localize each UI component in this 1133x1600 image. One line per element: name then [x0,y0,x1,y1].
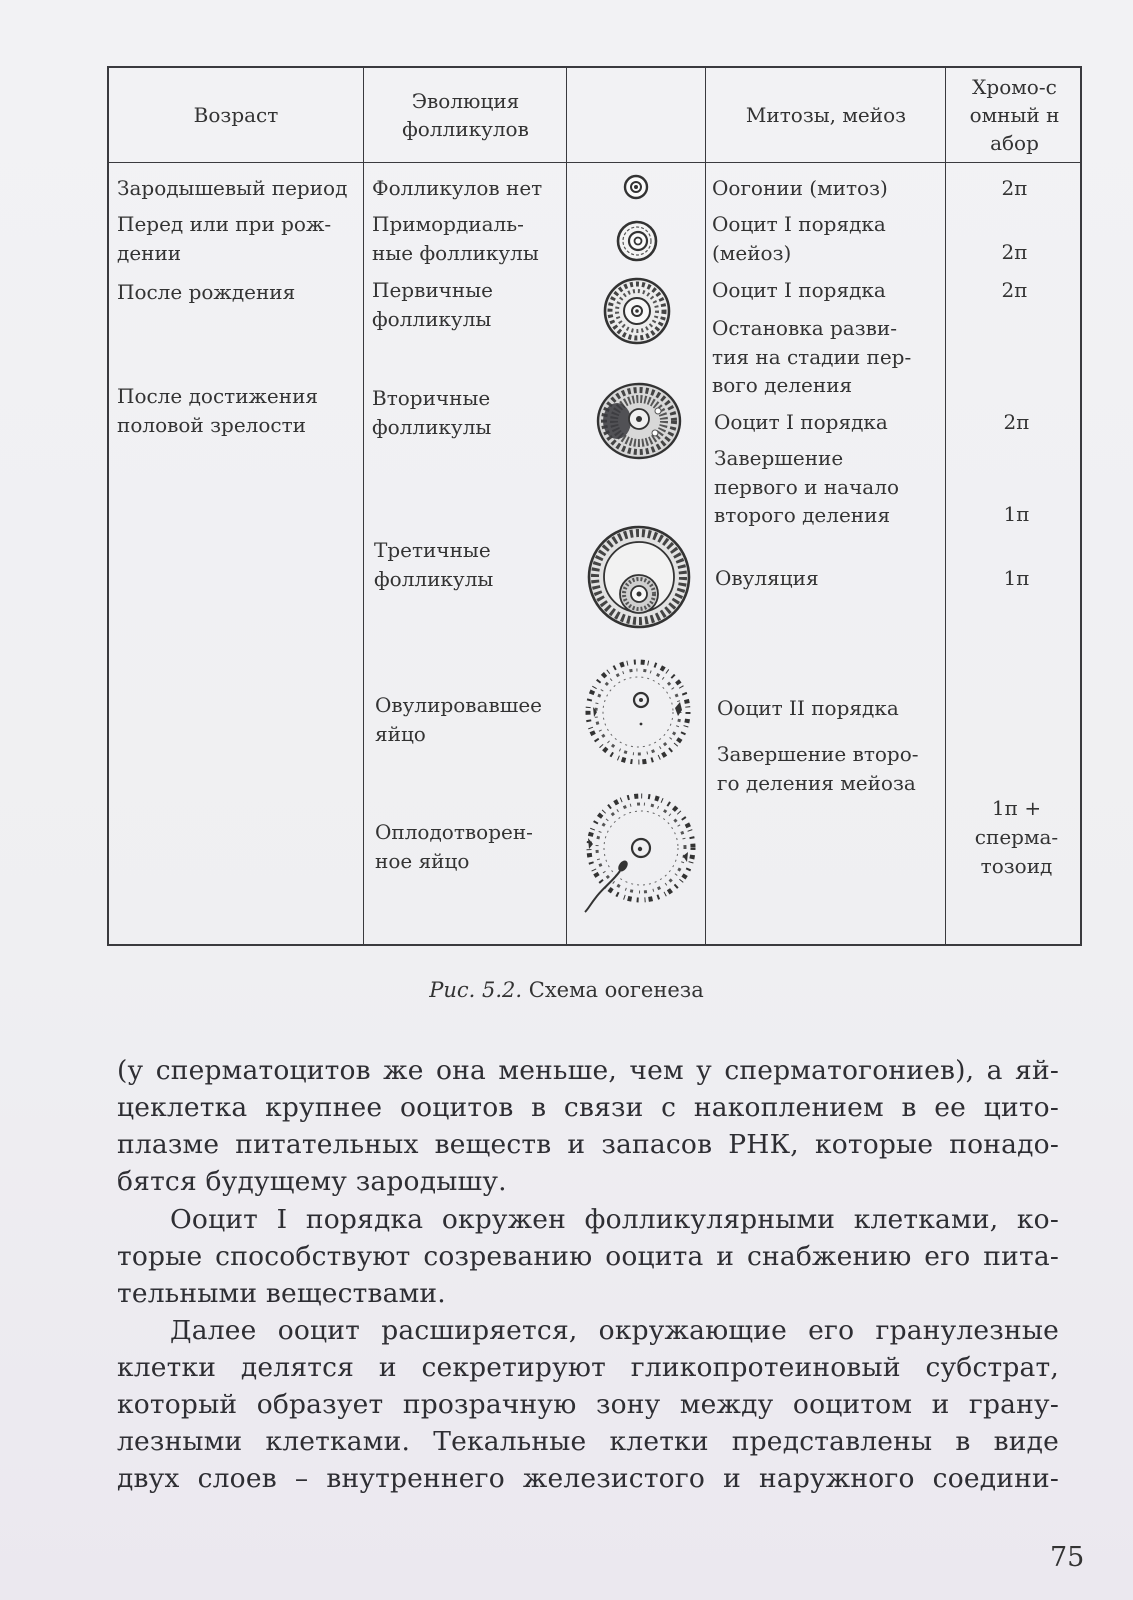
division-first-completion: Завершение первого и начало второго деления [714,446,899,527]
header-follicle-evolution-text: Эволюция фолликулов [402,89,529,141]
division-oocyte1-meiosis: Ооцит I порядка (мейоз) [712,212,886,265]
paragraph-1 [117,1052,1059,1200]
text-line: двух слоев – внутреннего железистого и наружного соедини- [117,1463,1059,1494]
fertilized-egg-icon [575,786,701,918]
tertiary-follicle-icon [585,524,693,630]
text-line: плазме питательных веществ и запасов РНК, которые понадо- [117,1129,1059,1160]
division-oocyte2: Ооцит II порядка [717,696,899,720]
chromosome-primary: 2п [1001,278,1028,302]
age-puberty: После достижения половой зрелости [117,384,319,437]
primordial-follicle-icon [615,219,659,263]
follicle-secondary: Вторичные фолликулы [372,386,492,439]
paragraph-3 [117,1312,1059,1497]
age-embryonic: Зародышевый период [117,176,348,200]
text-line: тельными веществами. [117,1278,446,1309]
age-birth: Перед или при рож- дении [117,212,332,265]
division-second-completion: Завершение второ- го деления мейоза [717,742,919,795]
chromosome-tertiary: 1п [1003,502,1030,526]
text-line: торые способствуют созреванию ооцита и снабжению его пита- [117,1241,1059,1272]
figure-label: Рис. 5.2. [429,978,523,1002]
follicle-primordial: Примордиаль- ные фолликулы [372,212,539,265]
oogonium-icon [622,173,650,201]
chromosome-ovulation: 1п [1003,566,1030,590]
chromosome-secondary: 2п [1003,410,1030,434]
follicle-none: Фолликулов нет [372,176,543,200]
division-arrest: Остановка разви- тия на стадии пер- вого деления [712,316,912,397]
text-line: цеклетка крупнее ооцитов в связи с накоплением в ее цито- [117,1092,1059,1123]
text-line: лезными клетками. Текальные клетки представлены в виде [117,1426,1059,1457]
division-oocyte1: Ооцит I порядка [712,278,886,302]
text-line: клетки делятся и секретируют гликопротеиновый субстрат, [117,1352,1059,1383]
chromosome-primordial: 2п [1001,240,1028,264]
follicle-tertiary: Третичные фолликулы [374,538,494,591]
text-line: Ооцит I порядка окружен фолликулярными клетками, ко- [170,1204,1059,1235]
header-chromosome-set [947,68,1082,162]
header-follicle-evolution [365,68,566,162]
header-age: Возраст [193,103,279,127]
table-header-divider [109,162,1080,163]
header-drawings [568,68,705,162]
primary-follicle-icon [602,276,672,346]
division-oocyte1-secondary: Ооцит I порядка [714,410,888,434]
division-ovulation: Овуляция [715,566,819,590]
secondary-follicle-icon [595,381,683,461]
table-divider [566,68,567,944]
figure-caption [0,978,1133,1002]
follicle-ovulated: Овулировавшее яйцо [375,693,543,746]
figure-caption-text: Схема оогенеза [528,978,704,1002]
chromosome-fertilized: 1п + сперма- тозоид [974,796,1059,878]
header-mitosis-meiosis: Митозы, мейоз [745,103,907,127]
ovulated-egg-icon [579,652,697,772]
age-after-birth: После рождения [117,280,296,304]
table-divider [945,68,946,944]
division-oogonia: Оогонии (митоз) [712,176,888,200]
chromosome-oogonia: 2п [1001,176,1028,200]
text-line: (у сперматоцитов же она меньше, чем у сперматогониев), а яй- [117,1055,1059,1086]
follicle-primary: Первичные фолликулы [372,278,493,331]
text-line: бятся будущему зародышу. [117,1166,507,1197]
text-line: который образует прозрачную зону между ооцитом и грану- [117,1389,1059,1420]
text-line: Далее ооцит расширяется, окружающие его гранулезные [170,1315,1059,1346]
paragraph-2 [117,1201,1059,1312]
follicle-fertilized: Оплодотворен- ное яйцо [375,820,533,873]
table-divider [705,68,706,944]
page-number: 75 [1050,1542,1085,1573]
oogenesis-table [107,66,1082,946]
table-divider [363,68,364,944]
header-chromosome-set-text: Хромо-сомный набор [969,75,1060,155]
